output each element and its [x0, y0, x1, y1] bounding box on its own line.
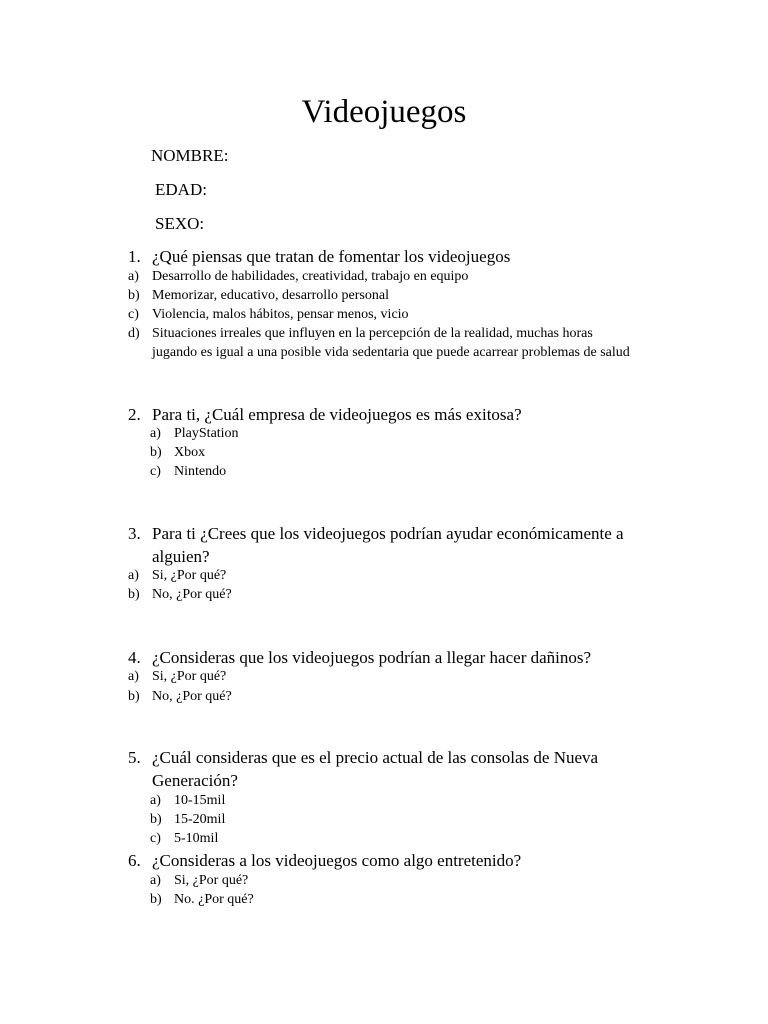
option-text: No. ¿Por qué? — [174, 892, 254, 907]
option-letter: b) — [128, 288, 140, 303]
option-text: No, ¿Por qué? — [152, 689, 232, 704]
option-letter: b) — [150, 445, 162, 460]
option-text: 10-15mil — [174, 793, 226, 808]
question-text: Para ti, ¿Cuál empresa de videojuegos es más exitosa? — [152, 405, 522, 424]
option-text: 5-10mil — [174, 831, 219, 846]
option-text: Si, ¿Por qué? — [152, 568, 227, 583]
option-letter: a) — [128, 269, 139, 284]
age-field-label: EDAD: — [155, 180, 207, 199]
option-letter: b) — [128, 587, 140, 602]
option-letter: a) — [150, 793, 161, 808]
option-text: Nintendo — [174, 464, 227, 479]
question-number: 4. — [128, 648, 141, 667]
option-text: Memorizar, educativo, desarrollo personal — [152, 288, 389, 303]
option-letter: c) — [150, 464, 161, 479]
question-text: ¿Qué piensas que tratan de fomentar los videojuegos — [152, 247, 511, 266]
option-text: Desarrollo de habilidades, creatividad, trabajo en equipo — [152, 269, 469, 284]
question-number: 2. — [128, 405, 141, 424]
option-letter: a) — [150, 426, 161, 441]
question-text: Para ti ¿Crees que los videojuegos podrían ayudar económicamente a alguien? — [152, 524, 624, 566]
question-text: ¿Consideras a los videojuegos como algo entretenido? — [152, 851, 522, 870]
option-letter: c) — [150, 831, 161, 846]
option-letter: a) — [150, 873, 161, 888]
question-text: ¿Cuál consideras que es el precio actual de las consolas de Nueva Generación? — [152, 748, 599, 790]
option-letter: b) — [150, 892, 162, 907]
name-field-label: NOMBRE: — [151, 146, 229, 165]
option-letter: a) — [128, 669, 139, 684]
option-text: Situaciones irreales que influyen en la percepción de la realidad, muchas horas jugando es igual a una posible vida sedentaria que puede acarrear problemas de salud — [152, 326, 630, 360]
question-number: 1. — [128, 247, 141, 266]
option-text: 15-20mil — [174, 812, 226, 827]
option-letter: c) — [128, 307, 139, 322]
option-letter: b) — [128, 689, 140, 704]
option-text: No, ¿Por qué? — [152, 587, 232, 602]
option-letter: b) — [150, 812, 162, 827]
question-number: 3. — [128, 524, 141, 543]
document-title: Videojuegos — [301, 94, 467, 130]
option-letter: a) — [128, 568, 139, 583]
sex-field-label: SEXO: — [155, 214, 205, 233]
option-text: Si, ¿Por qué? — [152, 669, 227, 684]
option-letter: d) — [128, 326, 140, 341]
question-number: 5. — [128, 748, 141, 767]
option-text: Si, ¿Por qué? — [174, 873, 249, 888]
question-number: 6. — [128, 851, 141, 870]
option-text: PlayStation — [174, 426, 239, 441]
option-text: Violencia, malos hábitos, pensar menos, vicio — [152, 307, 409, 322]
option-text: Xbox — [174, 445, 206, 460]
question-text: ¿Consideras que los videojuegos podrían a llegar hacer dañinos? — [152, 648, 592, 667]
